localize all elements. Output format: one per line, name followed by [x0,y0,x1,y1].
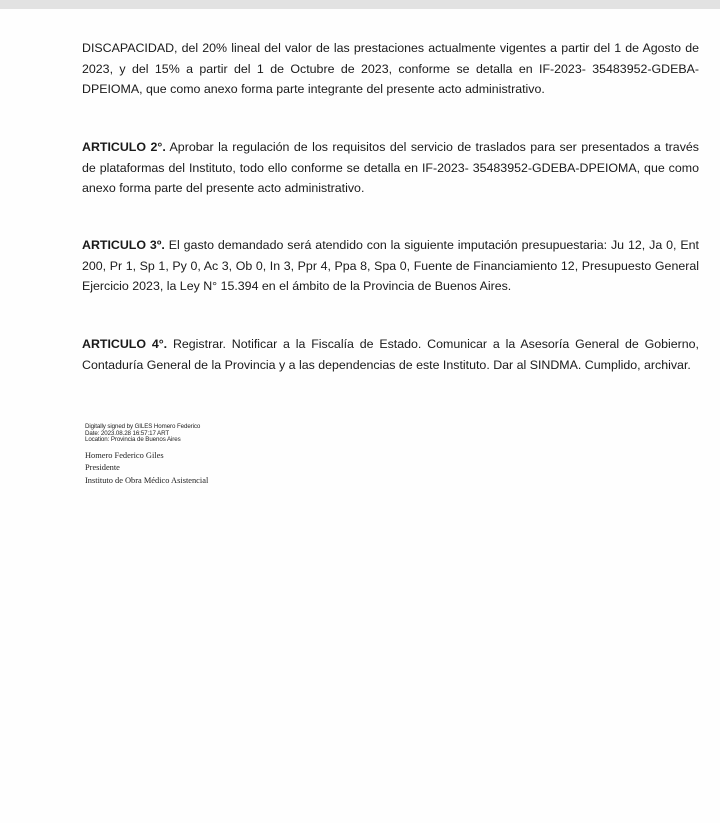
signature-location-line: Location: Provincia de Buenos Aires [85,436,181,444]
article-label: ARTICULO 4°. [82,337,168,351]
article-text: Aprobar la regulación de los requisitos del servicio de traslados para ser presentados a través de plataformas del Instituto, todo ello conforme se detalla en IF-2023- 35483952-GDEBA-DPEIOMA, que como anexo forma parte del presente acto administrativo. [82,140,699,195]
paragraph-text: DISCAPACIDAD, del 20% lineal del valor de las prestaciones actualmente vigentes a partir del 1 de Agosto de 2023, y del 15% a partir del 1 de Octubre de 2023, conforme se detalla en IF-2023- 35483952-GDEBA-DPEIOMA, que como anexo forma parte integrante del presente acto administrativo. [82,41,699,96]
signatory-role: Presidente [85,463,120,473]
digital-signature-stamp [85,424,200,444]
article-label: ARTICULO 2°. [82,140,166,154]
top-gray-strip [0,0,720,9]
article-label: ARTICULO 3º. [82,238,165,252]
signature-date-line: Date: 2023.08.28 16:57:17 ART [85,429,170,437]
article-4 [82,334,699,375]
signatory-name: Homero Federico Giles [85,451,164,460]
signatory-institution: Instituto de Obra Médico Asistencial [85,475,209,485]
article-3 [82,235,699,297]
paragraph-continuation [82,38,699,100]
article-text: El gasto demandado será atendido con la siguiente imputación presupuestaria: Ju 12, Ja 0, Ent 200, Pr 1, Sp 1, Py 0, Ac 3, Ob 0, In 3, Ppr 4, Ppa 8, Spa 0, Fuente de Financiamiento 12, Presupuesto General Ejercicio 2023, la Ley N° 15.394 en el ámbito de la Provincia de Buenos Aires. [82,238,699,293]
document-page [0,9,720,823]
signatory-block [85,450,208,487]
article-2 [82,137,699,199]
article-text: Registrar. Notificar a la Fiscalía de Estado. Comunicar a la Asesoría General de Gobierno, Contaduría General de la Provincia y a las dependencias de este Instituto. Dar al SINDMA. Cumplido, archivar. [82,337,699,372]
signed-by-line: Digitally signed by GILES Homero Federico [85,423,201,430]
